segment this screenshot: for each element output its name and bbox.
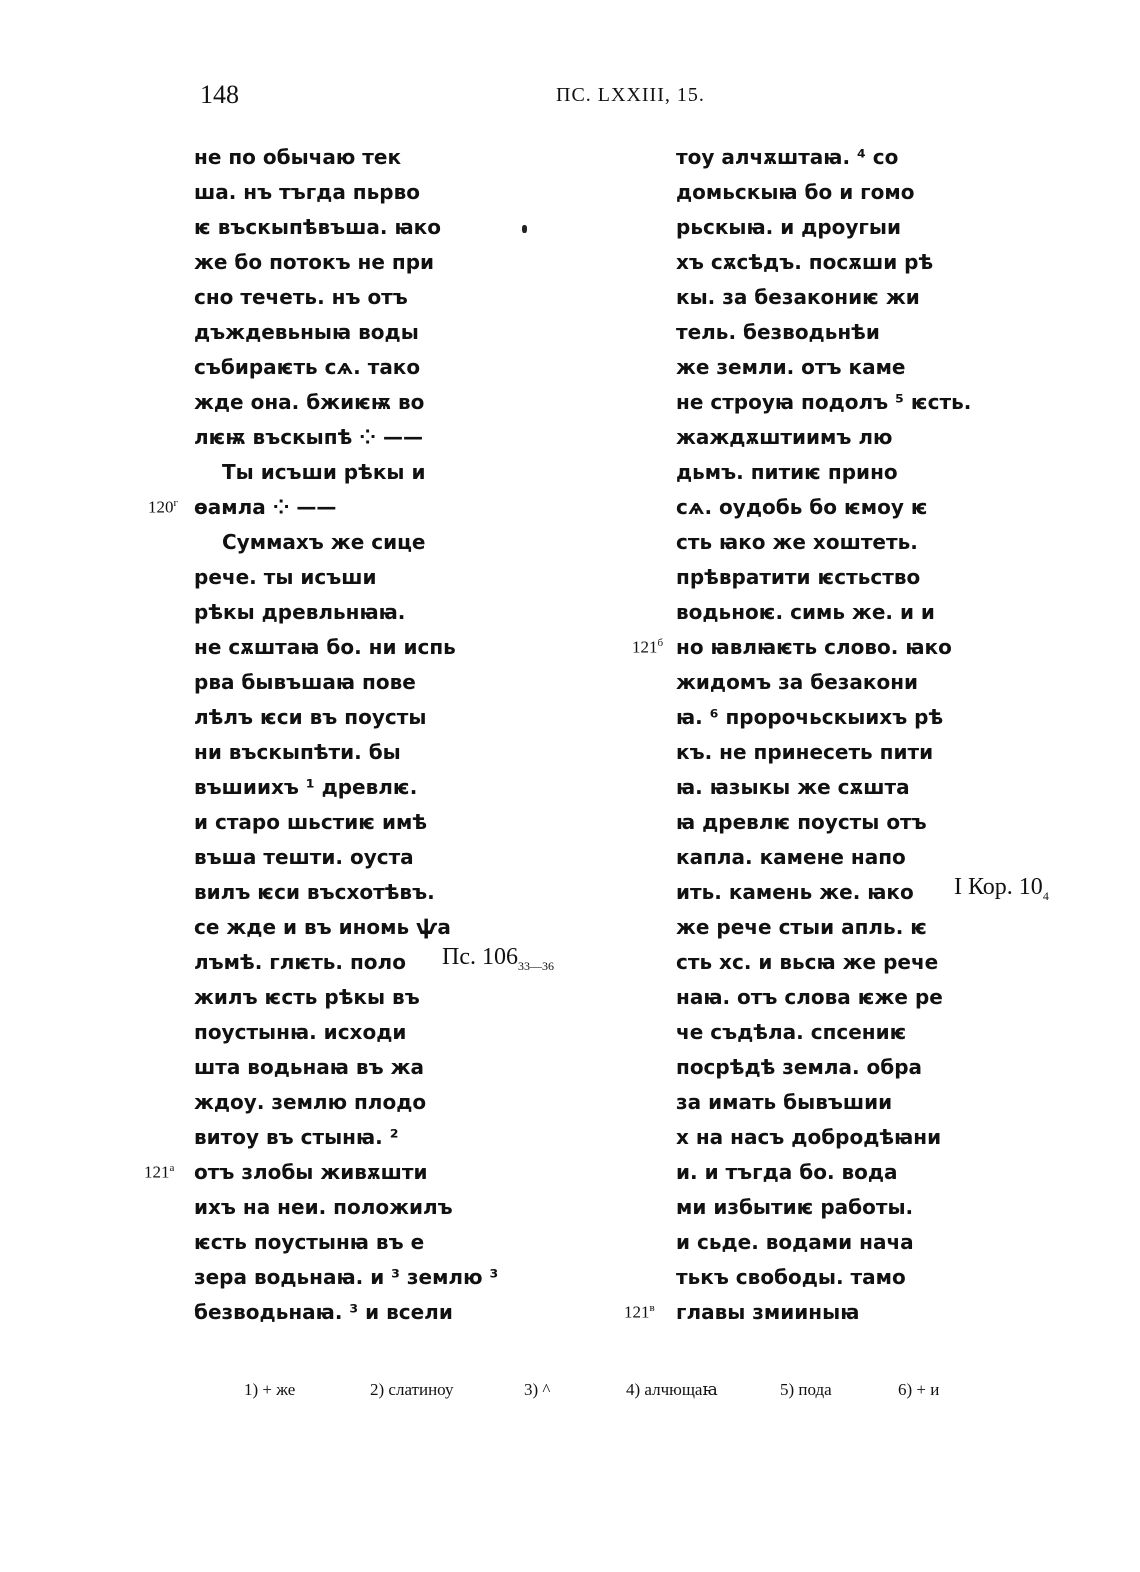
footnote: 5) пода <box>780 1380 832 1399</box>
left-column <box>194 140 498 1330</box>
text-line: ждоу. землю плодо <box>194 1090 427 1114</box>
text-line: рече. ты исъши <box>194 565 377 589</box>
text-line: же рече стыи апль. ѥ <box>676 915 928 939</box>
text-line: сть хс. и вьсꙗ же рече <box>676 950 939 974</box>
text-line: жилъ ѥсть рѣкы въ <box>194 985 420 1009</box>
text-line: наꙗ. отъ слова ѥже ре <box>676 985 943 1009</box>
text-line: главы змииныꙗ <box>676 1300 860 1324</box>
margin-folio-121v <box>624 1302 655 1323</box>
text-line: кы. за безакониѥ жи <box>676 285 920 309</box>
text-line: че съдѣла. спсениѥ <box>676 1020 907 1044</box>
text-line: дъждевьныꙗ воды <box>194 320 419 344</box>
text-line: капла. камене напо <box>676 845 906 869</box>
folio-letter: а <box>169 1162 175 1174</box>
xref-main: I Кор. 10 <box>954 874 1043 900</box>
footnote: 6) + и <box>898 1380 940 1399</box>
text-line: ѥ въскыпѣвъша. ꙗко <box>194 215 441 239</box>
text-line: безводьнаꙗ. ³ и всели <box>194 1300 453 1324</box>
text-line: же бо потокъ не при <box>194 250 435 274</box>
text-line: сно течеть. нъ отъ <box>194 285 408 309</box>
folio-letter: б <box>657 637 664 649</box>
text-line: тькъ свободы. тамо <box>676 1265 906 1289</box>
footnotes <box>0 1380 1140 1410</box>
text-line: ѳамла ⁘ —— <box>194 495 337 519</box>
text-line: ни въскыпѣти. бы <box>194 740 401 764</box>
text-line: сть ꙗко же хоштеть. <box>676 530 918 554</box>
text-line: же земли. отъ каме <box>676 355 906 379</box>
text-line: витоу въ стынꙗ. ² <box>194 1125 399 1149</box>
text-line: Суммахъ же сице <box>222 530 426 554</box>
text-line: събираѥть сѧ. тако <box>194 355 421 379</box>
text-line: прѣвратити ѥстьство <box>676 565 921 589</box>
text-line: въшиихъ ¹ древлѥ. <box>194 775 418 799</box>
cross-ref-corinthians <box>954 874 1049 904</box>
text-line: жидомъ за безакони <box>676 670 919 694</box>
margin-folio-120g <box>148 497 178 518</box>
text-line: домьскыꙗ бо и гомо <box>676 180 915 204</box>
text-line: ꙗ. ⁶ пророчьскыихъ рѣ <box>676 705 944 729</box>
text-line: не по обычаю тек <box>194 145 402 169</box>
text-line: водьноѥ. симь же. и и <box>676 600 935 624</box>
text-line: тоу алчѫштаꙗ. ⁴ со <box>676 145 899 169</box>
text-line: и сьде. водами нача <box>676 1230 914 1254</box>
text-line: рва бывъшаꙗ пове <box>194 670 416 694</box>
text-line: сѧ. оудобь бо ѥмоу ѥ <box>676 495 928 519</box>
text-line: ѥсть поустынꙗ въ е <box>194 1230 425 1254</box>
text-line: тель. безводьнѣи <box>676 320 880 344</box>
margin-folio-121b <box>632 637 663 658</box>
text-line: лѣлъ ѥси въ поусты <box>194 705 427 729</box>
xref-main: Пс. 106 <box>442 944 518 970</box>
text-line: и. и тъгда бо. вода <box>676 1160 898 1184</box>
text-line: за имать бывъшии <box>676 1090 893 1114</box>
text-line: но ꙗвлꙗѥть слово. ꙗко <box>676 635 952 659</box>
text-line: жде она. бжиѥѭ во <box>194 390 425 414</box>
running-head: ПС. LXXIII, 15. <box>556 84 705 106</box>
text-line: въша тешти. оуста <box>194 845 414 869</box>
text-line: ꙗ. ꙗзыкы же сѫшта <box>676 775 910 799</box>
footnote: 3) ^ <box>524 1380 551 1399</box>
text-line: къ. не принесеть пити <box>676 740 934 764</box>
text-line: ша. нъ тъгда пьрво <box>194 180 420 204</box>
text-line: и старо шьстиѥ имѣ <box>194 810 428 834</box>
ink-mark <box>522 225 527 233</box>
text-line: рѣкы древльнꙗꙗ. <box>194 600 406 624</box>
text-line: зера водьнаꙗ. и ³ землю ³ <box>194 1265 499 1289</box>
text-line: се жде и въ иномь ѱа <box>194 915 451 939</box>
text-line: дьмъ. питиѥ прино <box>676 460 898 484</box>
text-line: х на насъ добродѣꙗни <box>676 1125 942 1149</box>
text-line: не строуꙗ подолъ ⁵ ѥсть. <box>676 390 972 414</box>
text-line: ихъ на неи. положилъ <box>194 1195 453 1219</box>
page-number: 148 <box>200 80 239 109</box>
text-line: рьскыꙗ. и дроугыи <box>676 215 901 239</box>
text-line: жаждѫштиимъ лю <box>676 425 893 449</box>
text-line: шта водьнаꙗ въ жа <box>194 1055 424 1079</box>
text-line: лѥѭ въскыпѣ ⁘ —— <box>194 425 423 449</box>
folio-number: 120 <box>148 497 174 517</box>
text-line: отъ злобы живѫшти <box>194 1160 428 1184</box>
footnote: 4) алчющаꙗ <box>626 1380 718 1399</box>
folio-letter: г <box>173 497 179 509</box>
xref-verses: 33—36 <box>517 958 554 973</box>
text-line: хъ сѫсѣдъ. посѫши рѣ <box>676 250 934 274</box>
margin-folio-121a <box>144 1162 174 1183</box>
folio-number: 121 <box>624 1302 650 1322</box>
right-column <box>676 140 971 1330</box>
text-line: посрѣдѣ земла. обра <box>676 1055 923 1079</box>
footnote: 1) + же <box>244 1380 296 1399</box>
folio-number: 121 <box>632 637 658 657</box>
text-line: Ты исъши рѣкы и <box>222 460 426 484</box>
text-line: не сѫштаꙗ бо. ни испь <box>194 635 456 659</box>
text-line: лъмѣ. глѥть. поло <box>194 950 406 974</box>
text-line: вилъ ѥси въсхотѣвъ. <box>194 880 435 904</box>
text-line: ить. камень же. ꙗко <box>676 880 914 904</box>
text-line: ꙗ древлѥ поусты отъ <box>676 810 927 834</box>
folio-number: 121 <box>144 1162 170 1182</box>
text-line: поустынꙗ. исходи <box>194 1020 407 1044</box>
footnote: 2) слатиноу <box>370 1380 454 1399</box>
xref-verses: 4 <box>1042 888 1049 903</box>
cross-ref-psalm <box>442 944 554 974</box>
folio-letter: в <box>649 1302 655 1314</box>
text-line: ми избытиѥ работы. <box>676 1195 914 1219</box>
